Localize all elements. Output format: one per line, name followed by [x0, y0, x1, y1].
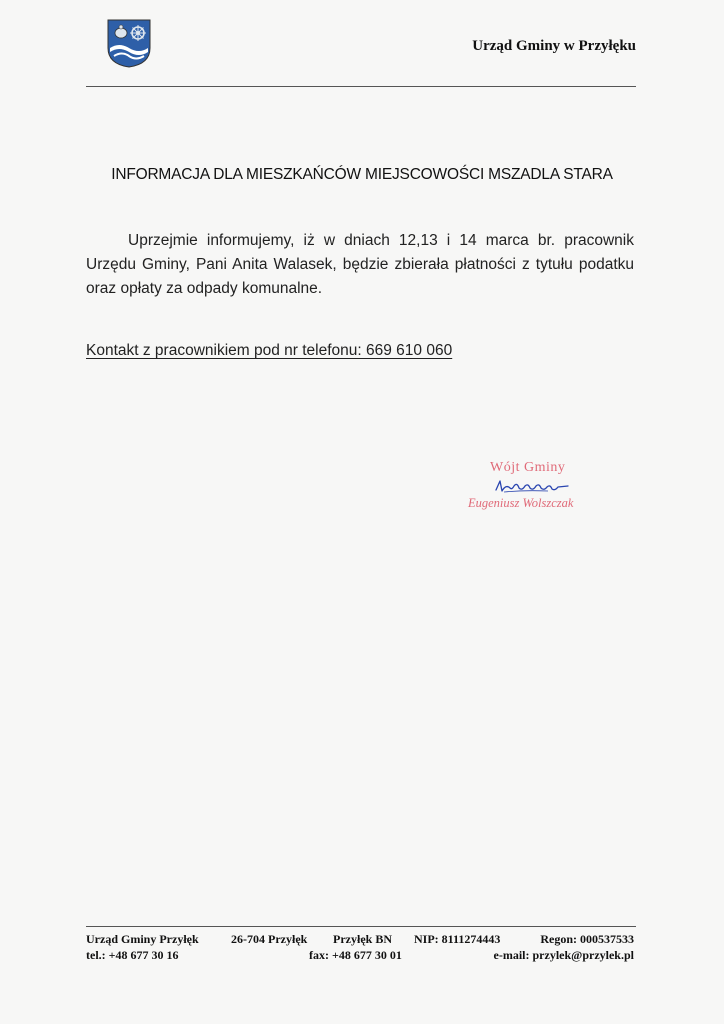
stamp-name: Eugeniusz Wolszczak	[468, 496, 574, 510]
handwritten-signature	[494, 478, 574, 494]
body-paragraph: Uprzejmie informujemy, iż w dniach 12,13 i 14 marca br. pracownik Urzędu Gminy, Pani Anita Walasek, będzie zbierała płatności z tytułu podatku oraz opłaty za odpady komunalne.	[86, 232, 634, 297]
footer-nip: NIP: 8111274443	[414, 932, 501, 946]
document-body	[86, 229, 634, 301]
document-title: INFORMACJA DLA MIESZKAŃCÓW MIEJSCOWOŚCI MSZADLA STARA	[111, 166, 613, 183]
footer-postal: 26-704 Przyłęk	[231, 932, 308, 946]
footer-tel: tel.: +48 677 30 16	[86, 948, 179, 962]
footer-org: Urząd Gminy Przyłęk	[86, 932, 199, 946]
footer-regon: Regon: 000537533	[540, 932, 634, 946]
stamp-title: Wójt Gminy	[490, 460, 566, 475]
header-organization: Urząd Gminy w Przyłęku	[472, 38, 636, 54]
footer-email: e-mail: przylek@przylek.pl	[493, 948, 634, 962]
contact-line: Kontakt z pracownikiem pod nr telefonu: 669 610 060	[86, 342, 453, 359]
footer-fax: fax: +48 677 30 01	[309, 948, 402, 962]
footer-bank: Przyłęk BN	[333, 932, 392, 946]
official-stamp	[460, 460, 620, 520]
footer-divider	[86, 926, 636, 927]
header-divider	[86, 86, 636, 87]
coat-of-arms-logo	[106, 18, 152, 68]
